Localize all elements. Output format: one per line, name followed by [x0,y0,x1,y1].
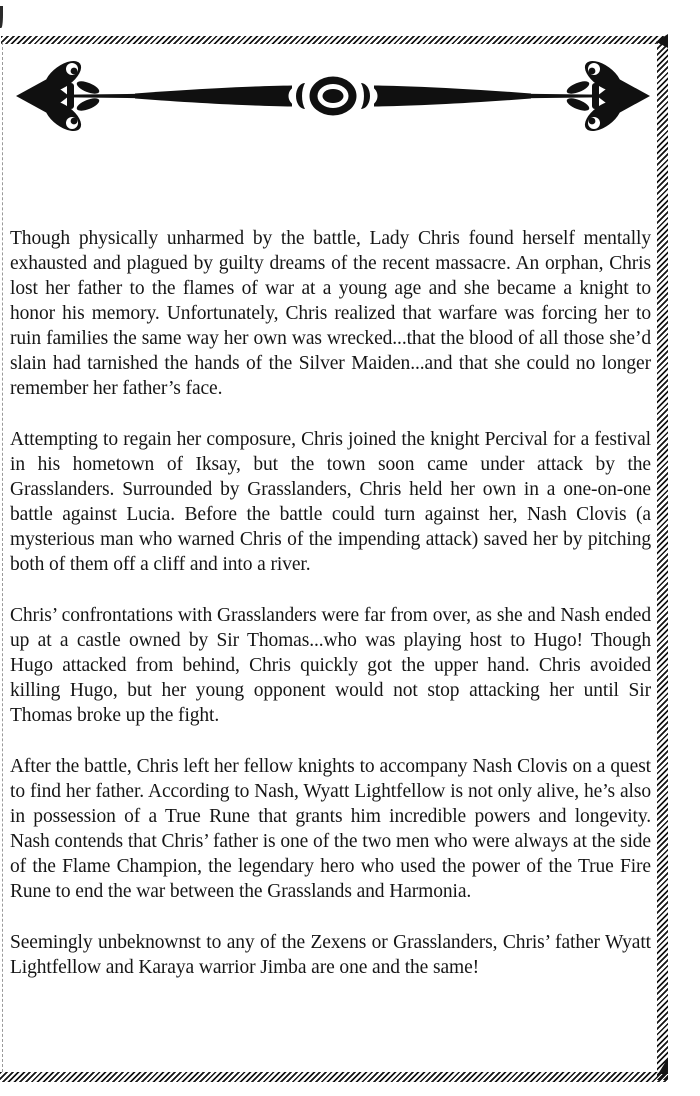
fleur-de-lis-icon [358,58,651,134]
divider-ornament-graphic [15,58,651,134]
oval-eye-ornament-icon [310,77,357,116]
paragraph: Chris’ confrontations with Grasslanders were far from over, as she and Nash ended up at a castle owned by Sir Thomas...who was playing host to Hugo! Though Hugo attacked from behind, Chris quickly got the upper hand. Chris avoided killing Hugo, but her young opponent would not stop attacking her until Sir Thomas broke up the fight. [10,605,651,726]
hatched-border-bottom [0,1072,668,1082]
hatched-border-right [657,42,668,1080]
hatched-border-top [1,36,665,44]
article-text [10,226,651,1006]
fleur-de-lis-divider [15,58,651,134]
fleur-de-lis-icon [16,58,309,134]
dotted-border-left [2,42,3,1072]
paragraph: After the battle, Chris left her fellow knights to accompany Nash Clovis on a quest to find her father. According to Nash, Wyatt Lightfellow is not only alive, he’s also in possession of a True Rune that grants him incredible powers and longevity. Nash contends that Chris’ father is one of the two men who were always at the side of the Flame Champion, the legendary hero who used the power of the True Fire Rune to end the war between the Grasslands and Harmonia. [10,756,651,902]
paragraph: Though physically unharmed by the battle, Lady Chris found herself mentally exhausted and plagued by guilty dreams of the recent massacre. An orphan, Chris lost her father to the flames of war at a young age and she became a knight to honor his memory. Unfortunately, Chris realized that warfare was forcing her to ruin families the same way her own was wrecked...that the blood of all those she’d slain had tarnished the hands of the Silver Maiden...and that she could no longer remember her father’s face. [10,228,651,399]
scan-artifact-mark [0,6,3,28]
paragraph: Attempting to regain her composure, Chris joined the knight Percival for a festival in his hometown of Iksay, but the town soon came under attack by the Grasslanders. Surrounded by Grasslanders, Chris held her own in a one-on-one battle against Lucia. Before the battle could turn against her, Nash Clovis (a mysterious man who warned Chris of the impending attack) saved her by pitching both of them off a cliff and into a river. [10,429,651,575]
paragraph: Seemingly unbeknownst to any of the Zexens or Grasslanders, Chris’ father Wyatt Lightfellow and Karaya warrior Jimba are one and the same! [10,932,651,978]
